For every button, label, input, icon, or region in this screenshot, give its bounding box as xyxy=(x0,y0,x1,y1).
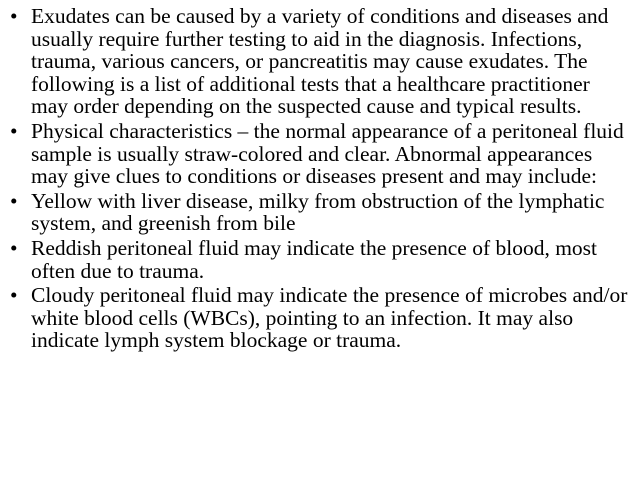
bullet-text: Reddish peritoneal fluid may indicate the presence of blood, most often due to trauma. xyxy=(31,235,598,283)
bullet-text: Exudates can be caused by a variety of conditions and diseases and usually require further testing to aid in the diagnosis. Infections, trauma, various cancers, or pancreatitis may cause exudates. The following is a list of additional tests that a healthcare practitioner may order depending on the suspected cause and typical results. xyxy=(31,4,609,119)
bullet-item-physical-characteristics xyxy=(10,120,628,188)
bullet-icon: • xyxy=(10,4,18,28)
bullet-icon: • xyxy=(10,283,18,308)
bullet-icon: • xyxy=(10,188,18,213)
bullet-item-reddish xyxy=(10,237,628,282)
bullet-text: Cloudy peritoneal fluid may indicate the presence of microbes and/or white blood cells (WBCs), pointing to an infection. It may also indicate lymph system blockage or trauma. xyxy=(31,283,628,353)
bullet-icon: • xyxy=(10,118,18,143)
bullet-item-yellow xyxy=(10,190,628,235)
bullet-text: Yellow with liver disease, milky from obstruction of the lymphatic system, and greenish from bile xyxy=(31,188,605,236)
bullet-list xyxy=(10,5,628,354)
bullet-item-cloudy xyxy=(10,284,628,352)
bullet-item-exudates xyxy=(10,5,628,118)
bullet-text: Physical characteristics – the normal appearance of a peritoneal fluid sample is usually straw-colored and clear. Abnormal appearances may give clues to conditions or diseases present and may include: xyxy=(31,118,624,189)
bullet-icon: • xyxy=(10,235,18,260)
